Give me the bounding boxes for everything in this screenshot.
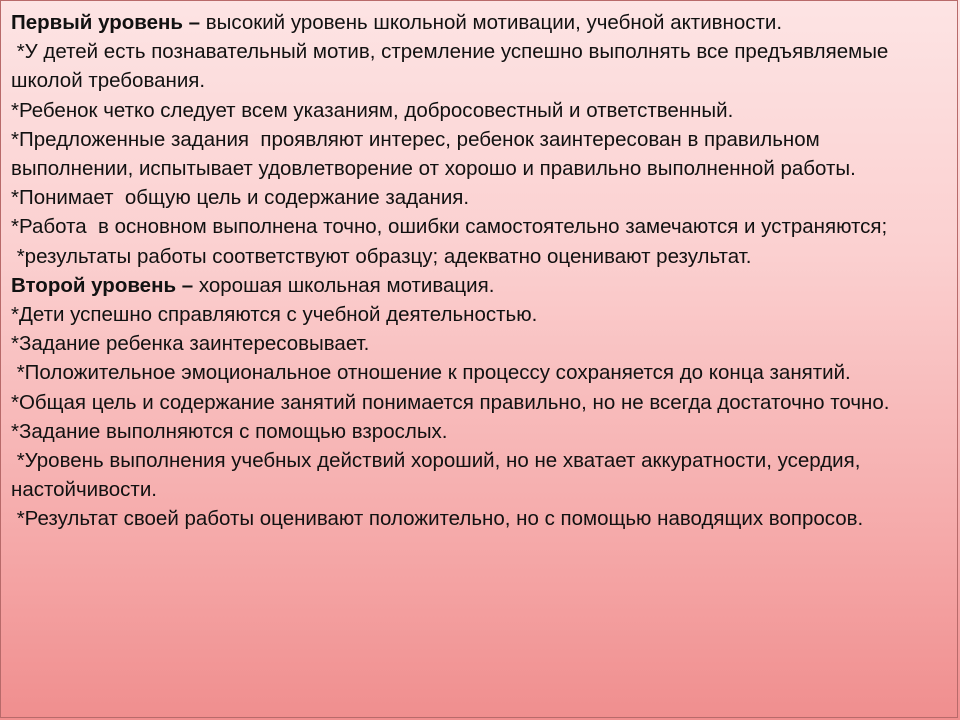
level2-item: *Положительное эмоциональное отношение к процессу сохраняется до конца занятий. <box>11 361 851 385</box>
level1-item: *Предложенные задания проявляют интерес, ребенок заинтересован в правильном выполнении, испытывает удовлетворение от хорошо и правильно выполненной работы. <box>11 127 856 181</box>
level1-item: *Понимает общую цель и содержание задания. <box>11 186 470 210</box>
level2-item: *Задание ребенка заинтересовывает. <box>11 332 370 356</box>
level1-item: *результаты работы соответствуют образцу; адекватно оценивают результат. <box>11 244 752 268</box>
level1-heading-rest: высокий уровень школьной мотивации, учебной активности. <box>205 11 783 34</box>
level2-heading-rest: хорошая школьная мотивация. <box>198 273 495 297</box>
level1-item: *У детей есть познавательный мотив, стремление успешно выполнять все предъявляемые школой требования. <box>11 40 895 93</box>
level2-heading-line <box>11 271 946 300</box>
text-block <box>11 8 946 534</box>
level2-item: *Задание выполняются с помощью взрослых. <box>11 419 448 443</box>
level2-heading: Второй уровень – <box>11 273 199 297</box>
level2-item: *Общая цель и содержание занятий понимается правильно, но не всегда достаточно точно. <box>11 390 890 414</box>
level2-item: *Результат своей работы оценивают положительно, но с помощью наводящих вопросов. <box>11 507 864 531</box>
level1-heading: Первый уровень – <box>11 11 206 34</box>
level1-item: *Работа в основном выполнена точно, ошибки самостоятельно замечаются и устраняются; <box>11 215 888 239</box>
level1-item: *Ребенок четко следует всем указаниям, добросовестный и ответственный. <box>11 98 734 122</box>
level2-item: *Уровень выполнения учебных действий хороший, но не хватает аккуратности, усердия, настойчивости. <box>11 449 867 502</box>
level1-heading-line <box>11 8 946 37</box>
level2-item: *Дети успешно справляются с учебной деятельностью. <box>11 303 538 327</box>
